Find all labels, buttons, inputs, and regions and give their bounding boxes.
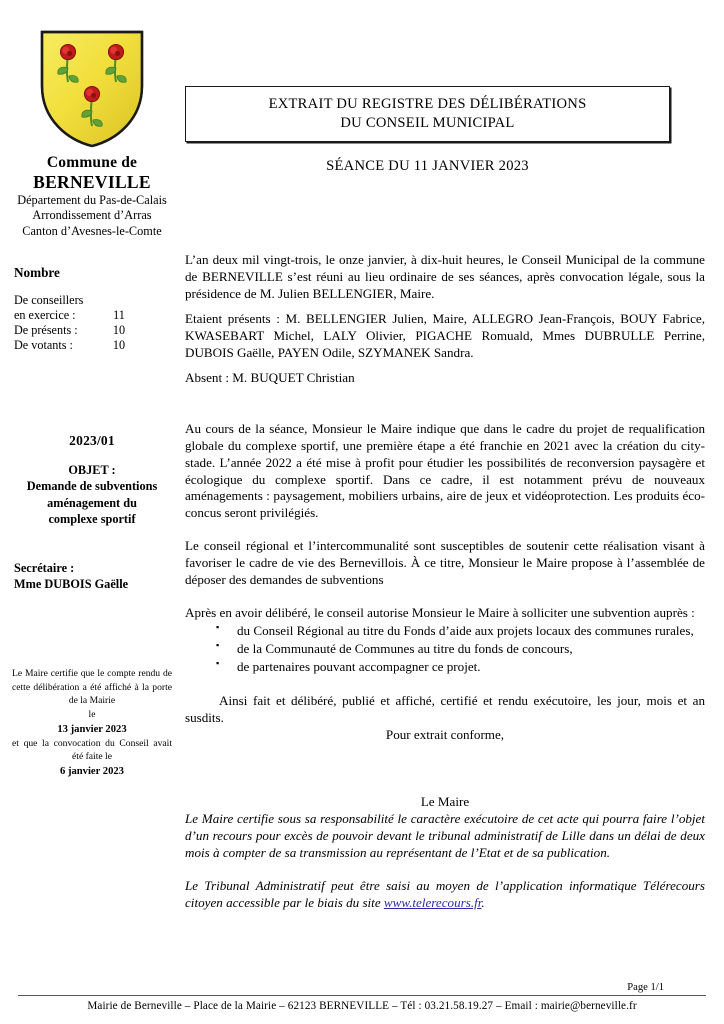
secretaire-block xyxy=(0,561,184,593)
telerecours-link[interactable]: www.telerecours.fr xyxy=(383,894,482,910)
signature-le-maire: Le Maire xyxy=(420,793,470,809)
objet-line-2: aménagement du xyxy=(47,495,137,510)
certification-text-part1: Le Maire certifie que le compte rendu de cette délibération a été affiché à la porte de la Mairie xyxy=(12,668,172,707)
list-item: ▪ du Conseil Régional au titre du Fonds d’aide aux projets locaux des communes rurales, xyxy=(185,623,705,640)
objet-line-3: complexe sportif xyxy=(48,511,136,526)
paragraph-convocation: L’an deux mil vingt-trois, le onze janvier, à dix-huit heures, le Conseil Municipal de la commune de BERNEVILLE s’est réuni au lieu ordinaire de ses séances, après convocation légale, sous la présidence de M. Julien BELLENGIER, Maire. xyxy=(185,252,705,301)
commune-name: BERNEVILLE xyxy=(33,172,151,193)
notice-telerecours xyxy=(185,878,705,912)
paragraph-projet: Au cours de la séance, Monsieur le Maire indique que dans le cadre du projet de requalification globale du complexe sportif, une première étape a été franchie en 2021 avec la création du city-stade. L’année 2022 a été mise à profit pour étudier les possibilités de reconversion paysagère et écologique du complexe sportif. Dans ce cadre, il est notamment prévu de nouveaux aménagements : paysagement, mobiliers urbains, aire de jeux et vidéoprotection. Les produits éco-concus seront privilégiés. xyxy=(185,420,705,521)
objet-label: OBJET : xyxy=(68,462,116,477)
list-item: ▪ de partenaires pouvant accompagner ce projet. xyxy=(185,659,705,676)
pour-extrait-conforme: Pour extrait conforme, xyxy=(385,726,505,742)
footer-divider xyxy=(18,995,706,996)
nombre-block xyxy=(0,265,184,353)
secretaire-name: Mme DUBOIS Gaëlle xyxy=(14,577,129,592)
subvention-list xyxy=(185,623,705,676)
counts-row-votants xyxy=(14,338,184,353)
paragraph-autorisation: Après en avoir délibéré, le conseil autorise Monsieur le Maire à solliciter une subvention auprès : xyxy=(185,605,695,621)
counts-conseillers-label2: en exercice : xyxy=(14,308,76,323)
body-text xyxy=(185,252,705,912)
counts-votants-label: De votants : xyxy=(14,338,73,352)
departement-line: Département du Pas-de-Calais xyxy=(17,192,167,207)
deliberation-number: 2023/01 xyxy=(69,432,115,448)
counts-presents-label: De présents : xyxy=(14,323,78,338)
paragraph-absent: Absent : M. BUQUET Christian xyxy=(185,369,355,385)
certification-text-part2: et que la convocation du Conseil avait été faite le xyxy=(12,737,172,763)
counts-conseillers-label1: De conseillers xyxy=(14,293,84,308)
list-item: ▪ de la Communauté de Communes au titre du fonds de concours, xyxy=(185,641,705,658)
counts-row-conseillers xyxy=(14,308,184,323)
page-footer xyxy=(18,982,706,1012)
title-box xyxy=(185,86,670,142)
page-number: Page 1/1 xyxy=(627,982,664,993)
coat-of-arms-wrap xyxy=(0,28,184,150)
notice-telerecours-period: . xyxy=(481,894,485,910)
seance-heading: SÉANCE DU 11 JANVIER 2023 xyxy=(326,158,529,174)
title-line-2: DU CONSEIL MUNICIPAL xyxy=(340,114,515,131)
paragraph-presents: Etaient présents : M. BELLENGIER Julien, Maire, ALLEGRO Jean-François, BOUY Fabrice, KWASEBART Michel, LALY Olivier, PIGACHE Romuald, Mmes DUBRULLE Perrine, DUBOIS Gaëlle, PAYEN Odile, SZYMANEK Sandra. xyxy=(185,310,705,360)
arrondissement-line: Arrondissement d’Arras xyxy=(32,208,152,223)
title-line-1: EXTRAIT DU REGISTRE DES DÉLIBÉRATIONS xyxy=(268,96,587,112)
paragraph-ainsi-fait: Ainsi fait et délibéré, publié et affiché, certifié et rendu exécutoire, les jour, mois et an susdits. xyxy=(185,693,705,726)
canton-line: Canton d’Avesnes-le-Comte xyxy=(22,223,162,238)
footer-address: Mairie de Berneville – Place de la Mairie – 62123 BERNEVILLE – Tél : 03.21.58.19.27 – Email : mairie@berneville.fr xyxy=(87,1000,637,1012)
blason-shield-icon xyxy=(38,28,146,150)
nombre-title: Nombre xyxy=(14,265,60,281)
certification-date-affichage: 13 janvier 2023 xyxy=(57,723,127,735)
nombre-rows xyxy=(14,293,184,353)
certification-le: le xyxy=(88,709,96,721)
commune-label: Commune de xyxy=(46,154,138,171)
counts-row-presents xyxy=(14,323,184,338)
secretaire-label: Secrétaire : xyxy=(14,561,75,576)
notice-executoire: Le Maire certifie sous sa responsabilité le caractère exécutoire de cet acte qui pourra faire l’objet d’un recours pour excès de pouvoir devant le tribunal administratif de Lille dans un délai de deux mois à compter de sa transmission au représentant de l’Etat et de sa publication. xyxy=(185,810,705,860)
certification-date-convocation: 6 janvier 2023 xyxy=(60,765,124,777)
counts-conseillers-value: 11 xyxy=(113,308,125,323)
notice-telerecours-text: Le Tribunal Administratif peut être saisi au moyen de l’application informatique Télérecours citoyen accessible par le biais du site xyxy=(185,877,705,910)
paragraph-soutien: Le conseil régional et l’intercommunalité sont susceptibles de soutenir cette réalisation visant à favoriser le cadre de vie des Bernevillois. À ce titre, Monsieur le Maire propose à l’assemblée de déposer des demandes de subventions xyxy=(185,538,705,588)
objet-block xyxy=(0,462,184,527)
counts-presents-value: 10 xyxy=(112,323,126,338)
objet-line-1: Demande de subventions xyxy=(26,479,158,494)
sidebar xyxy=(0,28,184,779)
counts-votants-value: 10 xyxy=(112,338,126,352)
affichage-certification xyxy=(0,667,184,779)
